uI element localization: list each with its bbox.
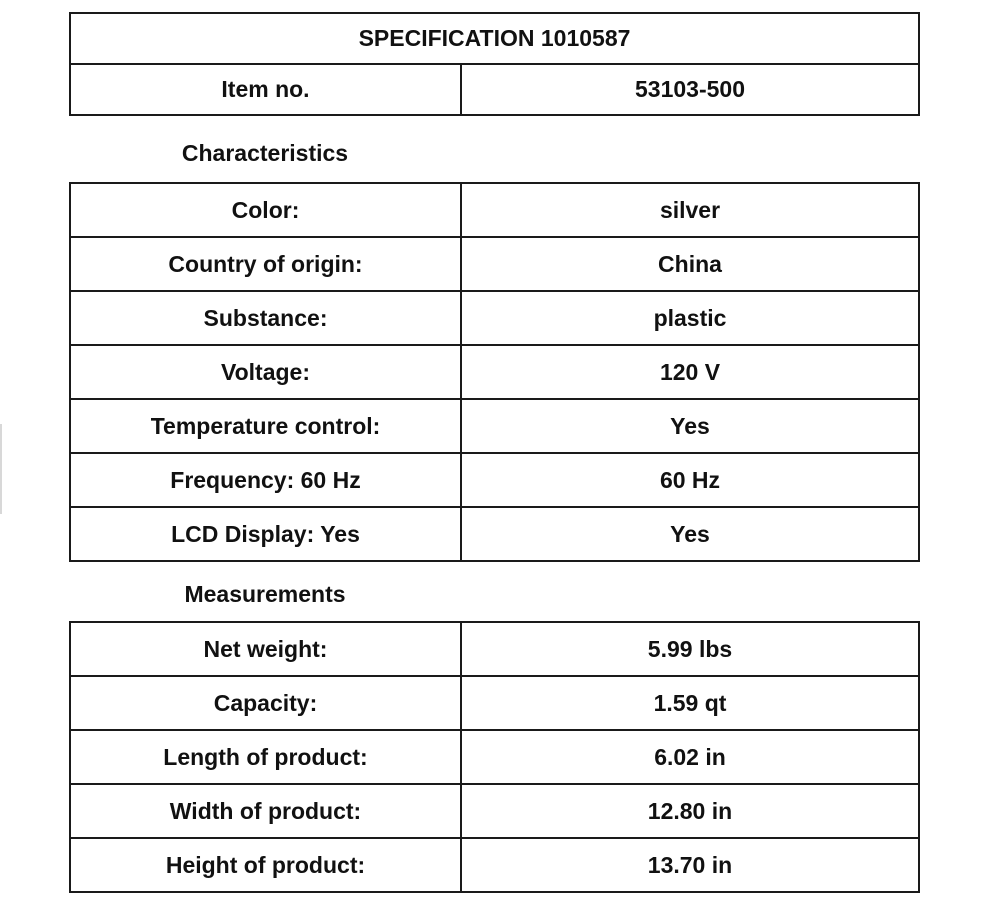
table-row [70, 622, 919, 676]
table-row [70, 345, 919, 399]
row-label: Capacity: [70, 676, 461, 730]
row-label: Width of product: [70, 784, 461, 838]
table-row [70, 507, 919, 561]
spec-title: SPECIFICATION 1010587 [70, 13, 919, 64]
table-row [70, 838, 919, 892]
row-value: 60 Hz [461, 453, 919, 507]
measurements-heading: Measurements [184, 581, 346, 607]
table-row [70, 676, 919, 730]
item-number-value: 53103-500 [461, 64, 919, 115]
specification-table [69, 12, 920, 116]
table-row [70, 453, 919, 507]
row-label: Voltage: [70, 345, 461, 399]
row-value: 1.59 qt [461, 676, 919, 730]
spec-title-row [70, 13, 919, 64]
item-number-label: Item no. [70, 64, 461, 115]
row-value: 12.80 in [461, 784, 919, 838]
row-label: Color: [70, 183, 461, 237]
row-label: Substance: [70, 291, 461, 345]
row-label: Length of product: [70, 730, 461, 784]
table-row [70, 399, 919, 453]
row-value: Yes [461, 399, 919, 453]
item-number-row [70, 64, 919, 115]
row-label: LCD Display: Yes [70, 507, 461, 561]
characteristics-table [69, 182, 920, 562]
row-value: silver [461, 183, 919, 237]
row-value: China [461, 237, 919, 291]
measurements-table [69, 621, 920, 893]
row-label: Temperature control: [70, 399, 461, 453]
row-value: 6.02 in [461, 730, 919, 784]
row-value: plastic [461, 291, 919, 345]
table-row [70, 730, 919, 784]
row-value: 120 V [461, 345, 919, 399]
row-value: 5.99 lbs [461, 622, 919, 676]
characteristics-heading: Characteristics [181, 140, 349, 166]
row-label: Height of product: [70, 838, 461, 892]
table-row [70, 784, 919, 838]
row-value: 13.70 in [461, 838, 919, 892]
table-row [70, 237, 919, 291]
table-row [70, 291, 919, 345]
table-row [70, 183, 919, 237]
row-label: Country of origin: [70, 237, 461, 291]
row-label: Frequency: 60 Hz [70, 453, 461, 507]
row-label: Net weight: [70, 622, 461, 676]
left-edge-divider [0, 424, 2, 514]
row-value: Yes [461, 507, 919, 561]
